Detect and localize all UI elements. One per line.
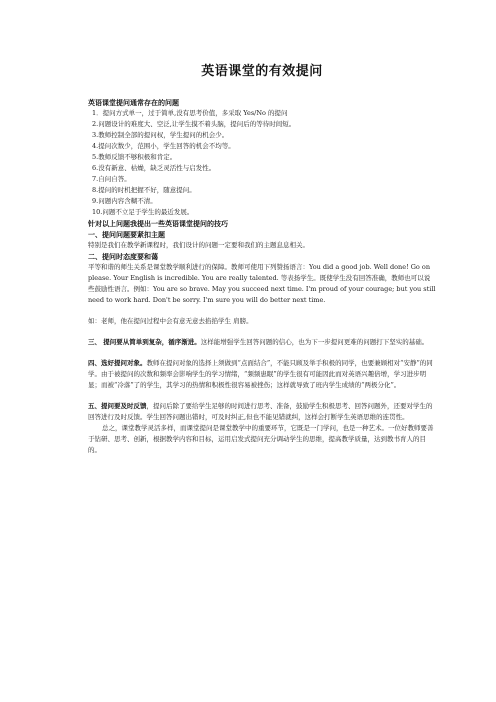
tip-3-heading: 三、 提问要从简单到复杂，循序渐进。 <box>88 338 201 346</box>
problem-item: 7.自问自答。 <box>92 175 131 183</box>
tip-1-text: 特别是我们在教学新课程时，我们设计的问题一定要和我们的主题息息相关。 <box>88 241 309 249</box>
problem-item: 2.问题设计的难度大、空泛,让学生摸不着头脑，提问后的等待时间短。 <box>92 120 296 128</box>
problem-item: 9.问题内容含糊不清。 <box>92 197 157 205</box>
tip-2-text: 平等和谐的师生关系是课堂教学顺利进行的保障。教师可使用下列赞扬语言：You did a good job. Well done! Go on please. Your English is incredible. You are really talented. 等表扬学生。既使学生没有回答准确，教师也可以说些鼓励性语言。例如：You are so brave. May you succeed next time. I'm proud of your courage; but you still need to work hard. Don't be sorry. I'm sure you will do better next time. <box>88 263 436 304</box>
tip-2-heading: 二、提问时态度要和蔼 <box>88 252 158 261</box>
tip-3-paragraph <box>88 337 436 348</box>
tip-5-heading: 五、提问要及时反馈 <box>88 402 147 410</box>
problem-item: 6.没有新意、枯燥，缺乏灵活性与启发性。 <box>92 164 216 172</box>
tip-3-text: 这样能增强学生回答问题的信心，也为下一步提问更难的问题打下坚实的基础。 <box>200 338 429 346</box>
problem-item: 10.问题不立足于学生的最近发展。 <box>92 208 194 216</box>
conclusion-paragraph: 总之，课堂教学灵活多样，而课堂提问是课堂教学中的重要环节，它既是一门学问，也是一种艺术。一位好教师要善于钻研、思考、创新，根据教学内容和目标，运用启发式提问充分调动学生的思维，提高教学质量，达到教书育人的目的。 <box>88 424 434 454</box>
tip-4-heading: 四、选好提问对象。 <box>88 359 147 367</box>
problem-item: 3.教师控制全部的提问权，学生提问的机会少。 <box>92 131 229 139</box>
problem-item: 1．提问方式单一，过于简单,没有思考价值，多采取 Yes/No 的提问 <box>92 109 288 117</box>
tip-4-text: 教师在提问对象的选择上须做到“点面结合”，不能只顾及举手积极的同学，也要兼顾相对“安静”的同学。由于被提问的次数和频率会影响学生的学习情绪，“频频患眠”的学生很有可能因此而对英语兴趣倍增，学习进步明显；而被“冷落”了的学生，其学习的热情和积极性很容易被挫伤；这样就导致了班内学生成绩的“两极分化”。 <box>88 359 433 389</box>
section-heading-problems: 英语课堂提问通常存在的问题 <box>88 98 179 107</box>
section-heading-tips: 针对以上问题我提出一些英语课堂提问的技巧 <box>88 219 228 228</box>
problem-item: 4.提问次数少，范围小，学生回答的机会不均等。 <box>92 142 235 150</box>
page-title: 英语课堂的有效提问 <box>201 64 323 79</box>
problem-item: 8.提问的时机把握不好，随意提问。 <box>92 186 196 194</box>
tip-1-heading: 一、提问问题要紧扣主题 <box>88 230 165 239</box>
tip-5-paragraph <box>88 401 436 423</box>
problem-item: 5.教师反馈不够积极和肯定。 <box>92 153 177 161</box>
tip-2-note: 如：老师，他在提问过程中会有意无意去掐掐学生 肩膀。 <box>88 317 253 325</box>
tip-4-paragraph <box>88 358 436 391</box>
tip-5-text: ，提问后除了要给学生足够的时间进行思考、准备，鼓励学生积极思考、回答问题外，还要对学生的回答进行及时反馈。学生回答问题出错时，可及时纠正,但也不能见错就纠，这样会打断学生英语思维的连贯性。 <box>88 402 433 421</box>
